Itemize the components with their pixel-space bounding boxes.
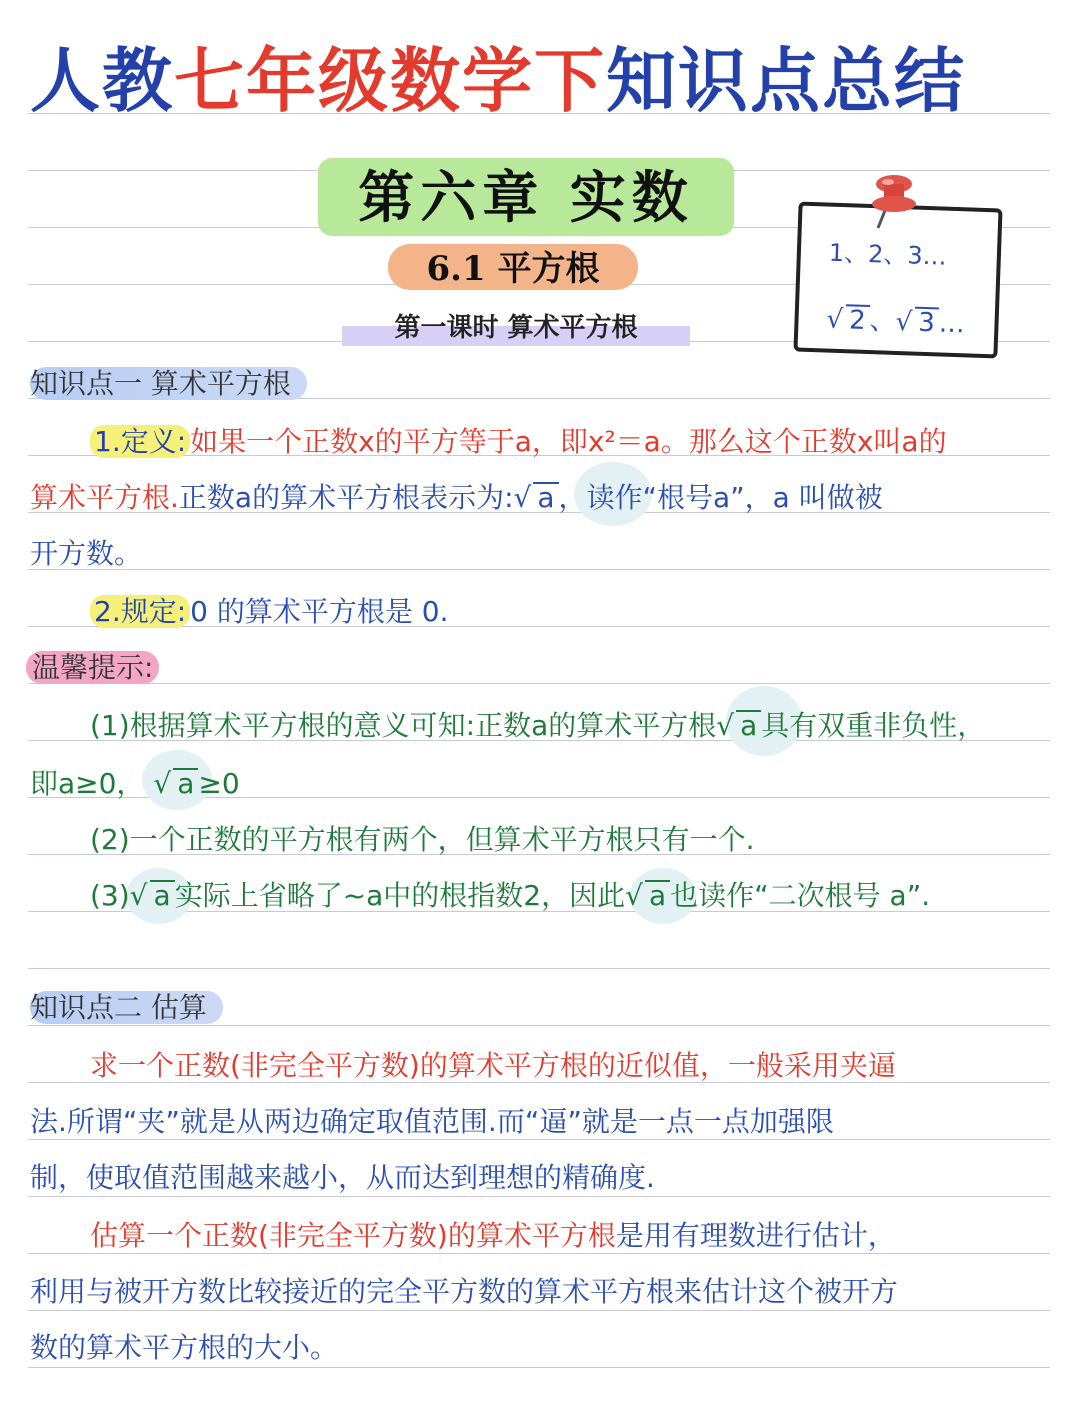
page-title: 人教七年级数学下知识点总结 [30,39,966,122]
tip-1-cont: 即a≥0， √ a ≥0 [30,767,240,800]
tips-heading: 温馨提示: [26,648,159,688]
tip-2: (2)一个正数的平方根有两个，但算术平方根只有一个. [90,823,755,856]
kp2-para1-line2: 法.所谓“夹”就是从两边确定取值范围.而“逼”就是一点一点加强限 [30,1105,834,1138]
kp1-heading: 知识点一 算术平方根 [30,364,307,404]
kp2-para2-line2: 利用与被开方数比较接近的完全平方数的算术平方根来估计这个被开方 [30,1275,899,1308]
chapter-title: 第六章 实数 [318,158,734,236]
lesson-title: 第一课时 算术平方根 [342,310,690,346]
kp2-para2-line3: 数的算术平方根的大小。 [30,1331,339,1364]
kp2-para2-line1: 估算一个正数(非完全平方数)的算术平方根是用有理数进行估计， [90,1219,896,1252]
kp1-rule: 2.规定: 0 的算术平方根是 0. [30,592,449,632]
tip-3: (3)√ a 实际上省略了~a中的根指数2，因此√ a 也读作“二次根号 a”. [90,879,931,912]
kp2-para1-line3: 制，使取值范围越来越小，从而达到理想的精确度. [30,1161,655,1194]
kp2-heading: 知识点二 估算 [30,988,223,1028]
sticky-note: 1、2、3… √ 2 、√ 3 … [793,201,1002,358]
tip-1: (1)根据算术平方根的意义可知:正数a的算术平方根√ a 具有双重非负性， [90,709,986,742]
kp1-definition-line2: 算术平方根.正数a的算术平方根表示为:√ a ，读作“根号a”，a 叫做被 [30,481,883,514]
section-title: 6.1 平方根 [388,244,638,290]
pushpin-icon [866,172,922,232]
kp2-para1-line1: 求一个正数(非完全平方数)的算术平方根的近似值，一般采用夹逼 [90,1049,896,1082]
note-roots: √ 2 、√ 3 … [826,304,966,340]
kp1-definition-line3: 开方数。 [30,537,143,570]
kp1-definition-line1: 1.定义: 如果一个正数x的平方等于a，即x²＝a。那么这个正数x叫a的 [30,422,947,462]
